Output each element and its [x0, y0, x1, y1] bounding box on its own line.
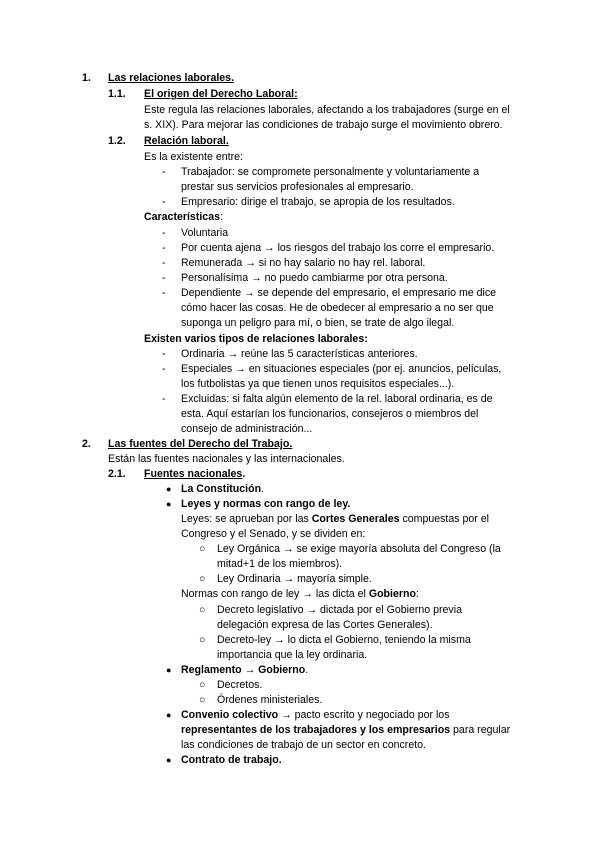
list-item-continued: cómo hacer las cosas. He de obedecer al empresario a no ser que — [181, 302, 494, 314]
list-item: Trabajador: se compromete personalmente y voluntariamente a — [181, 166, 480, 178]
paragraph-line: Leyes: se aprueban por las Cortes Generales compuestas por el — [181, 513, 490, 525]
section-1-2-title: Relación laboral. — [144, 135, 229, 147]
list-item: Decretos. — [217, 679, 263, 691]
section-1-number: 1. — [82, 72, 91, 84]
circle-bullet: ○ — [199, 543, 206, 555]
section-2-number: 2. — [82, 438, 91, 450]
dash-bullet: - — [162, 272, 166, 284]
list-item: Personalísima → no puedo cambiarme por otra persona. — [181, 272, 448, 284]
list-item: Decreto-ley → lo dicta el Gobierno, teniendo la misma — [217, 634, 471, 646]
list-item: Ordinaria → reúne las 5 características anteriores. — [181, 348, 418, 360]
dash-bullet: - — [162, 287, 166, 299]
circle-bullet: ○ — [199, 604, 206, 616]
list-item: Reglamento → Gobierno. — [181, 664, 309, 676]
list-item: Contrato de trabajo. — [181, 754, 282, 766]
list-item-continued: mitad+1 de los miembros). — [217, 558, 343, 570]
list-item: La Constitución. — [181, 483, 264, 495]
circle-bullet: ○ — [199, 573, 206, 585]
list-item-continued: los futbolistas ya que tienen unos requisitos especiales...). — [181, 378, 455, 390]
list-item-continued: esta. Aquí estarían los funcionarios, consejeros o miembros del — [181, 408, 479, 420]
paragraph-line: Congreso y el Senado, y se dividen en: — [181, 528, 366, 540]
list-item: Por cuenta ajena → los riesgos del trabajo los corre el empresario. — [181, 242, 495, 254]
dash-bullet: - — [162, 196, 166, 208]
list-item: Ley Ordinaria → mayoría simple. — [217, 573, 372, 585]
circle-bullet: ○ — [199, 679, 206, 691]
list-item: Remunerada → si no hay salario no hay rel. laboral. — [181, 257, 426, 269]
list-item-continued: importancia que la ley ordinaria. — [217, 649, 368, 661]
section-2-1-title: Fuentes nacionales. — [144, 468, 246, 480]
list-item-continued: consejo de administración... — [181, 423, 313, 435]
section-1-title: Las relaciones laborales. — [108, 72, 235, 84]
list-item: Voluntaria — [181, 227, 229, 239]
list-item: Dependiente → se depende del empresario, el empresario me dice — [181, 287, 497, 299]
dash-bullet: - — [162, 257, 166, 269]
circle-bullet: ○ — [199, 694, 206, 706]
list-item: Especiales → en situaciones especiales (por ej. anuncios, películas, — [181, 363, 502, 375]
list-item-continued: representantes de los trabajadores y los empresarios para regular — [181, 724, 511, 736]
dash-bullet: - — [162, 227, 166, 239]
paragraph-line: Es la existente entre: — [144, 151, 243, 163]
dot-bullet: ● — [166, 484, 172, 494]
list-item: Convenio colectivo → pacto escrito y negociado por los — [181, 709, 450, 721]
dash-bullet: - — [162, 393, 166, 405]
types-heading: Existen varios tipos de relaciones laborales: — [144, 333, 368, 345]
section-1-2-number: 1.2. — [108, 135, 126, 147]
list-item-continued: las condiciones de trabajo de un sector en concreto. — [181, 739, 426, 751]
list-item: Decreto legislativo → dictada por el Gobierno previa — [217, 604, 462, 616]
list-item: Leyes y normas con rango de ley. — [181, 498, 351, 510]
list-item-continued: delegación expresa de las Cortes Generales). — [217, 619, 433, 631]
dot-bullet: ● — [166, 499, 172, 509]
dash-bullet: - — [162, 242, 166, 254]
list-item-continued: suponga un peligro para mí, o bien, se trate de algo ilegal. — [181, 317, 455, 329]
list-item: Empresario: dirige el trabajo, se apropia de los resultados. — [181, 196, 455, 208]
dash-bullet: - — [162, 363, 166, 375]
paragraph-line: s. XIX). Para mejorar las condiciones de trabajo surge el movimiento obrero. — [144, 119, 503, 131]
dash-bullet: - — [162, 166, 166, 178]
list-item: Ley Orgánica → se exige mayoría absoluta del Congreso (la — [217, 543, 501, 555]
paragraph-line: Están las fuentes nacionales y las internacionales. — [108, 453, 345, 465]
list-item-continued: prestar sus servicios profesionales al empresario. — [181, 181, 414, 193]
section-2-title: Las fuentes del Derecho del Trabajo. — [108, 438, 293, 450]
characteristics-heading: Características: — [144, 211, 223, 223]
list-item: Excluidas: si falta algún elemento de la rel. laboral ordinaria, es de — [181, 393, 493, 405]
dot-bullet: ● — [166, 755, 172, 765]
section-2-1-number: 2.1. — [108, 468, 126, 480]
paragraph-line: Este regula las relaciones laborales, afectando a los trabajadores (surge en el — [144, 104, 510, 116]
dot-bullet: ● — [166, 665, 172, 675]
dot-bullet: ● — [166, 710, 172, 720]
paragraph-line: Normas con rango de ley → las dicta el Gobierno: — [181, 588, 419, 600]
circle-bullet: ○ — [199, 634, 206, 646]
section-1-1-number: 1.1. — [108, 88, 126, 100]
dash-bullet: - — [162, 348, 166, 360]
section-1-1-title: El origen del Derecho Laboral: — [144, 88, 298, 100]
list-item: Órdenes ministeriales. — [217, 694, 323, 706]
